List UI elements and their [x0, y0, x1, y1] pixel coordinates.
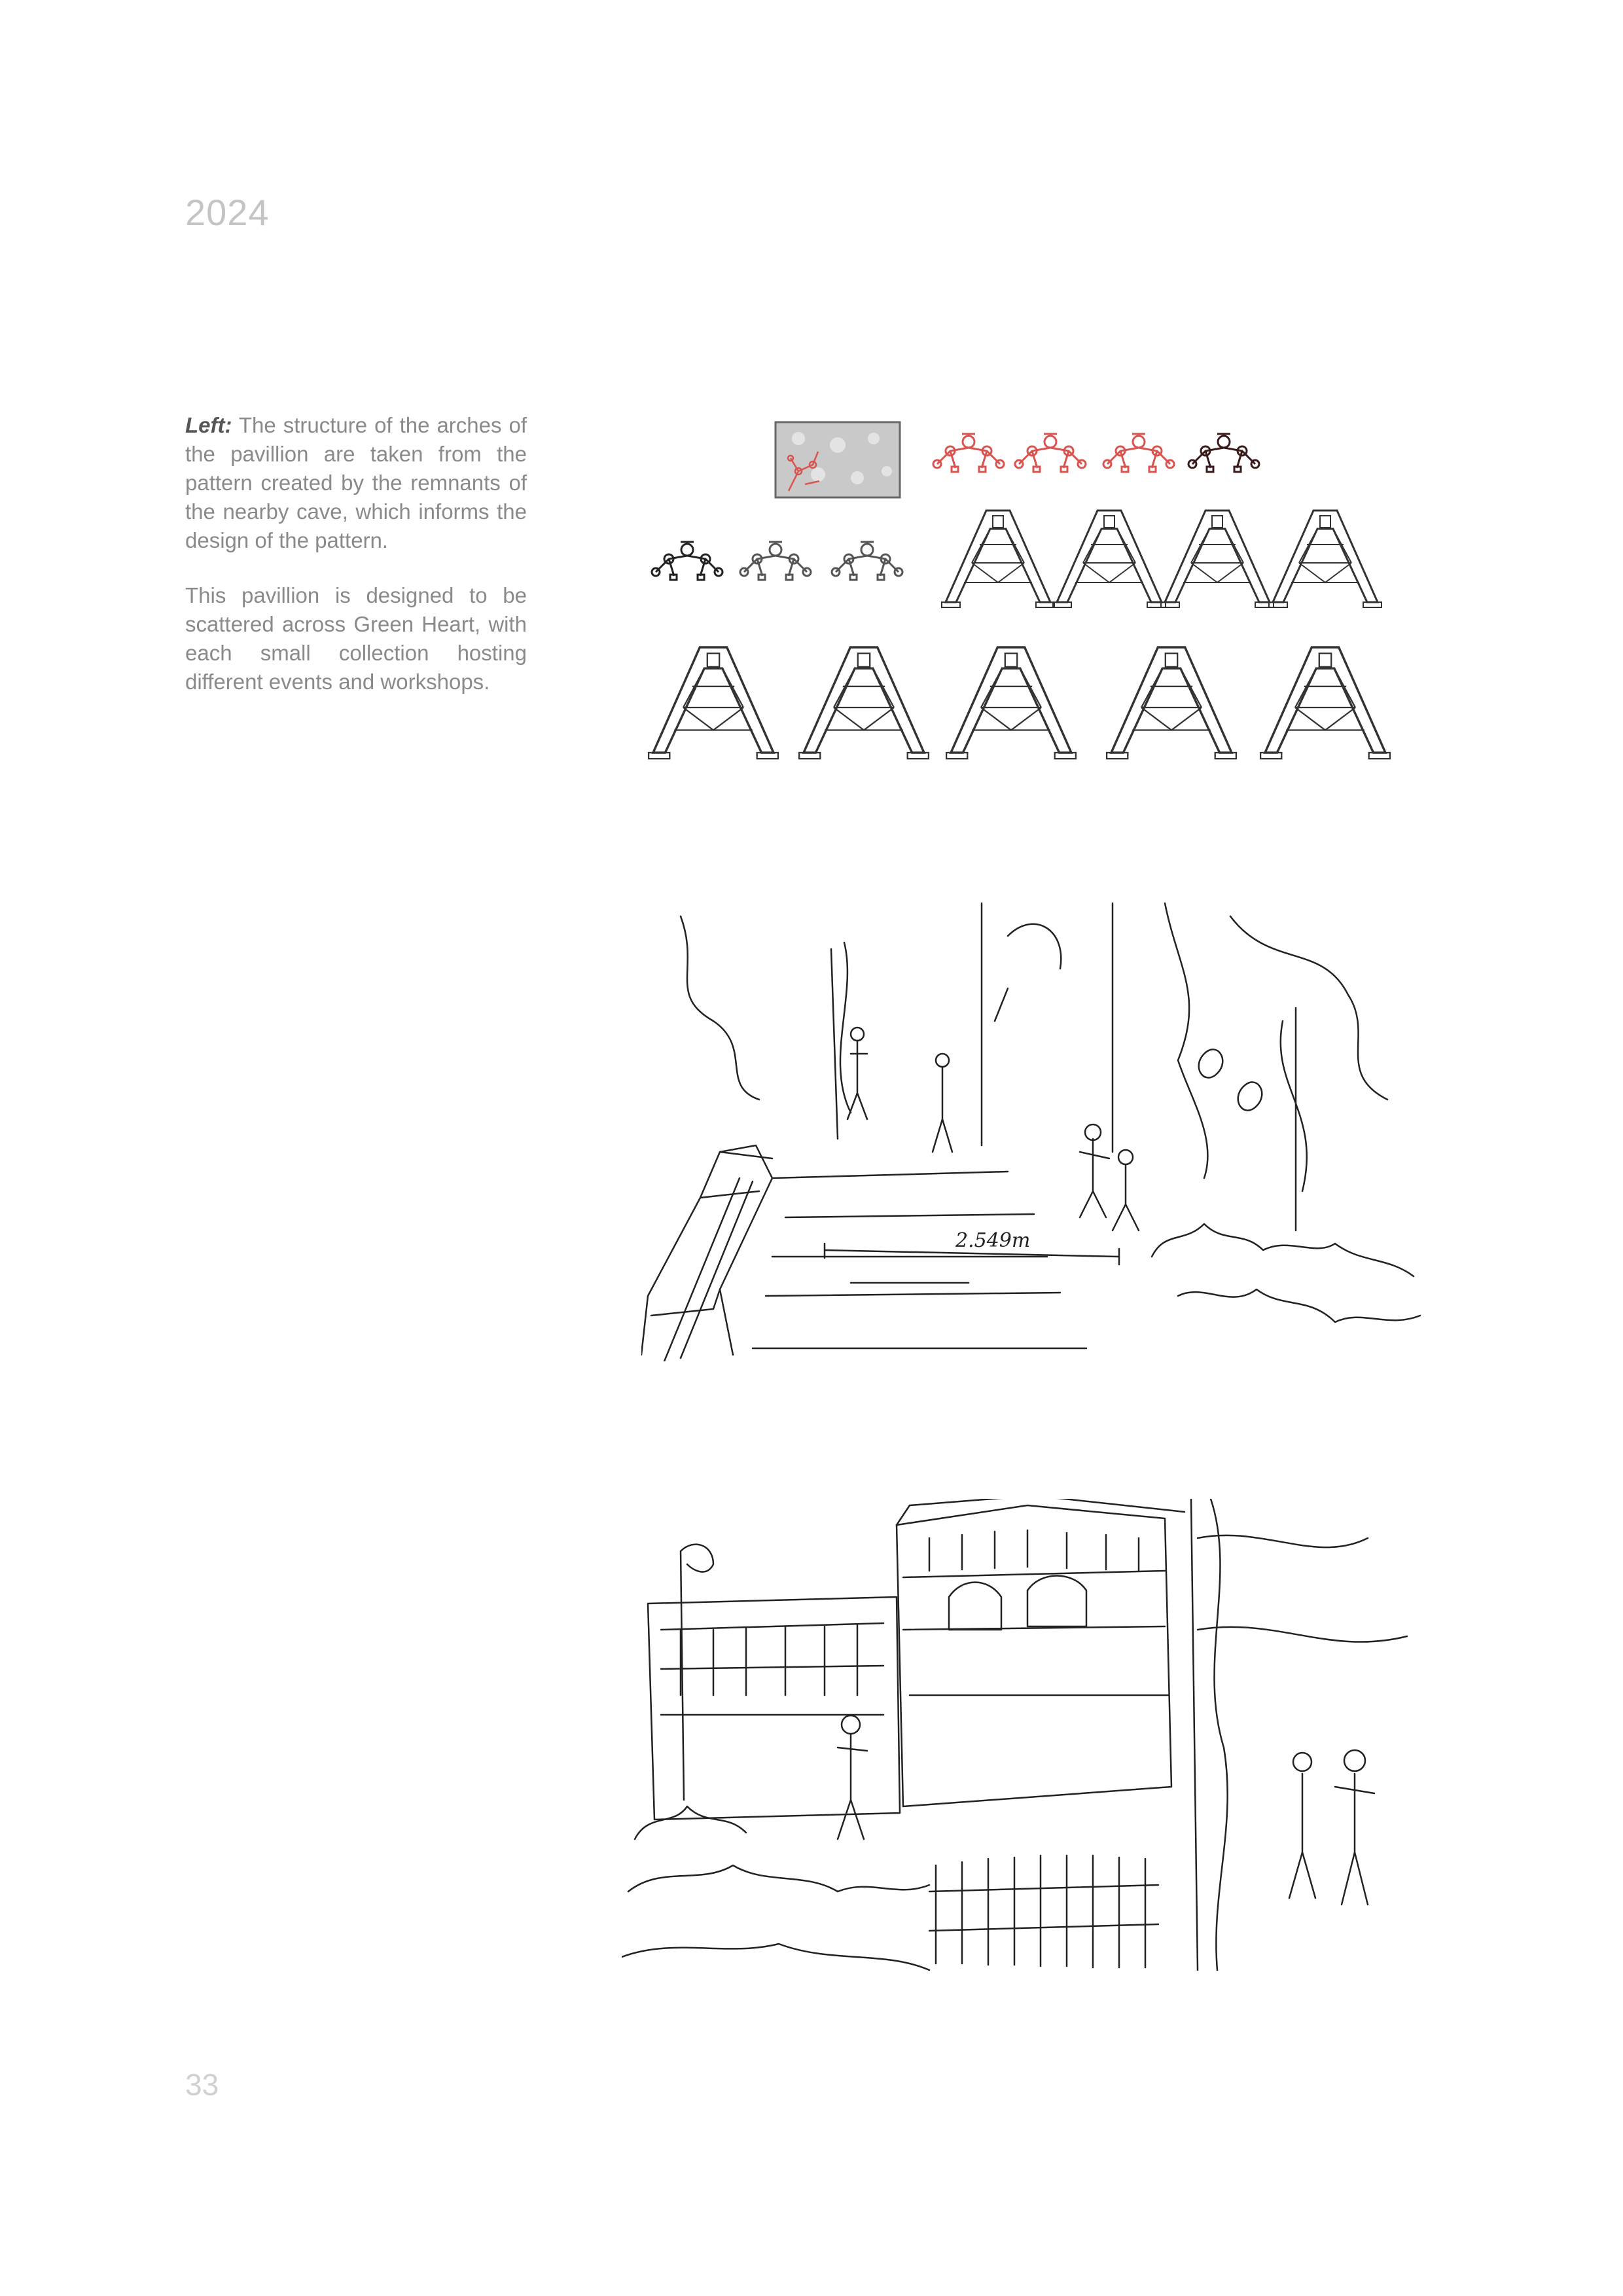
year-heading: 2024 — [185, 192, 270, 233]
caption-paragraph-1 — [185, 411, 527, 555]
caption-paragraph-2: This pavillion is designed to be scattered across Green Heart, with each small collection hosting different events and workshops. — [185, 583, 527, 694]
arch-9 — [1260, 647, 1390, 759]
arch-5 — [649, 647, 778, 759]
arch-2 — [1053, 511, 1166, 607]
stairs-sketch-drawing — [641, 890, 1427, 1361]
red-motif-1 — [933, 434, 1004, 472]
arch-8 — [1107, 647, 1236, 759]
building-sketch-drawing — [622, 1499, 1440, 1996]
black-motif-3 — [832, 542, 902, 580]
cave-texture-swatch — [776, 422, 900, 497]
stairs-sketch — [641, 890, 1427, 1361]
dark-motif-1 — [1188, 434, 1259, 472]
arch-4 — [1269, 511, 1382, 607]
red-motif-3 — [1103, 434, 1174, 472]
arch-3 — [1161, 511, 1274, 607]
building-sketch — [622, 1499, 1440, 1996]
stairs-dimension-label: 2.549m — [955, 1229, 1031, 1252]
pattern-evolution-drawing — [641, 412, 1440, 772]
page-number: 33 — [185, 2068, 219, 2102]
arch-1 — [942, 511, 1054, 607]
black-motif-2 — [740, 542, 811, 580]
arch-6 — [799, 647, 929, 759]
pattern-evolution-diagram — [641, 412, 1440, 772]
black-motif-1 — [652, 542, 722, 580]
caption-lead: Left: — [185, 413, 232, 437]
arch-7 — [946, 647, 1076, 759]
red-motif-2 — [1015, 434, 1086, 472]
caption-body-1: The structure of the arches of the pavillion are taken from the pattern created by the remnants of the nearby cave, which informs the design of the pattern. — [185, 413, 527, 552]
caption-text — [185, 411, 527, 723]
